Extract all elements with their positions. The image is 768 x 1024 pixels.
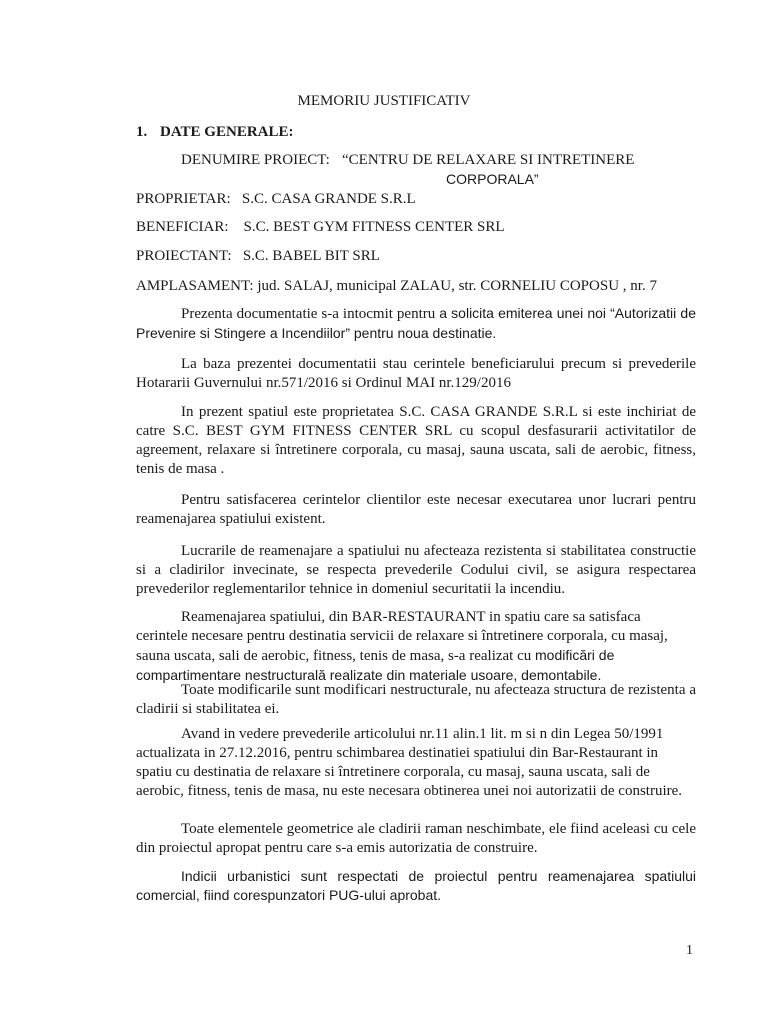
project-name-line	[181, 151, 634, 170]
paragraph-10: Indicii urbanistici sunt respectati de proiectul pentru reamenajarea spatiului comercial, fiind corespunzatori PUG-ului aprobat.	[136, 868, 696, 903]
location-field	[136, 276, 657, 296]
paragraph-6-part-b: modificări de compartimentare nestructurală realizate din materiale usoare, demontabile.	[136, 647, 615, 683]
location-label: AMPLASAMENT:	[136, 278, 254, 294]
beneficiary-field	[136, 217, 505, 237]
paragraph-1	[136, 304, 696, 344]
section-heading	[136, 122, 294, 142]
paragraph-6-part-a: Reamenajarea spatiului, din BAR-RESTAURANT in spatiu care sa satisfaca cerintele necesare pentru destinatia servicii de relaxare si întretinere corporala, cu masaj, sauna uscata, sali de aerobic, fitness, tenis de masa, s-a realizat cu	[136, 609, 668, 664]
project-value-line2: CORPORALA”	[446, 171, 539, 187]
designer-field	[136, 246, 380, 266]
owner-field	[136, 189, 416, 209]
owner-label: PROPRIETAR:	[136, 191, 231, 207]
section-title: DATE GENERALE:	[160, 124, 294, 140]
designer-label: PROIECTANT:	[136, 248, 232, 264]
beneficiary-value: S.C. BEST GYM FITNESS CENTER SRL	[243, 219, 505, 235]
owner-value: S.C. CASA GRANDE S.R.L	[241, 191, 416, 207]
paragraph-5: Lucrarile de reamenajare a spatiului nu afecteaza rezistenta si stabilitatea constructie si a cladirilor invecinate, se respecta prevederile Codului civil, se asigura respectarea prevederilor reglementarilor tehnice in domeniul securitatii la incendiu.	[136, 543, 696, 597]
designer-value: S.C. BABEL BIT SRL	[242, 248, 380, 264]
paragraph-1-part-a: Prezenta documentatie s-a intocmit pentru	[181, 306, 440, 322]
paragraph-9: Toate elementele geometrice ale cladirii raman neschimbate, ele fiind aceleasi cu cele din proiectul apropat pentru care s-a emis autorizatia de construire.	[136, 821, 696, 856]
paragraph-2: La baza prezentei documentatii stau cerintele beneficiarului precum si prevederile Hotararii Guvernului nr.571/2016 si Ordinul MAI nr.129/2016	[136, 356, 696, 391]
paragraph-1-part-b: a solicita emiterea unei noi “Autorizatii de Prevenire si Stingere a Incendiilor” pentru noua destinatie.	[136, 305, 696, 341]
paragraph-7: Toate modificarile sunt modificari nestructurale, nu afecteaza structura de rezistenta a cladirii si stabilitatea ei.	[136, 682, 696, 717]
paragraph-3: In prezent spatiul este proprietatea S.C. CASA GRANDE S.R.L si este inchiriat de catre S.C. BEST GYM FITNESS CENTER SRL cu scopul desfasurarii activitatilor de agreement, relaxare si întretinere corporala, cu masaj, sauna uscata, sali de aerobic, fitness, tenis de masa .	[136, 404, 696, 477]
project-label: DENUMIRE PROIECT:	[181, 152, 330, 168]
document-title: MEMORIU JUSTIFICATIV	[297, 93, 471, 109]
location-value: jud. SALAJ, municipal ZALAU, str. CORNELIU COPOSU , nr. 7	[257, 278, 657, 294]
paragraph-8: Avand in vedere prevederile articolului nr.11 alin.1 lit. m si n din Legea 50/1991 actualizata in 27.12.2016, pentru schimbarea destinatiei spatiului din Bar-Restaurant in spatiu cu destinatia de relaxare si întretinere corporala, cu masaj, sauna uscata, sali de aerobic, fitness, tenis de masa, nu este necesara obtinerea unei noi autorizatii de construire.	[136, 726, 683, 799]
beneficiary-label: BENEFICIAR:	[136, 219, 229, 235]
paragraph-4: Pentru satisfacerea cerintelor clientilor este necesar executarea unor lucrari pentru reamenajarea spatiului existent.	[136, 492, 696, 527]
section-number: 1.	[136, 124, 148, 140]
project-value-line1: “CENTRU DE RELAXARE SI INTRETINERE	[342, 152, 635, 168]
page-number: 1	[686, 943, 693, 958]
paragraph-6	[136, 608, 696, 686]
